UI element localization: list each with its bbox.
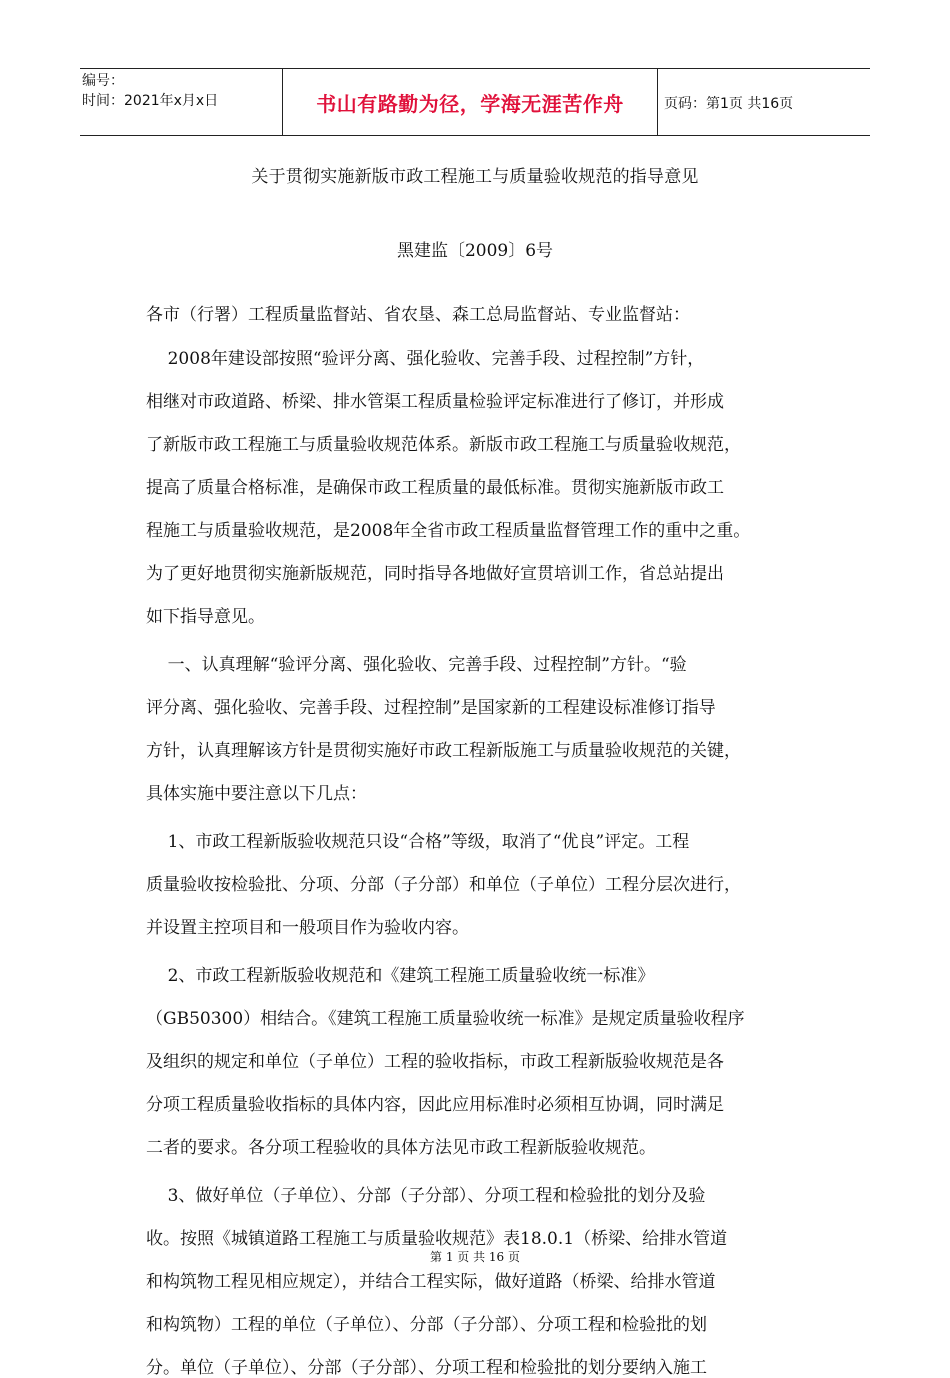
body-line: 评分离、强化验收、完善手段、过程控制”是国家新的工程建设标准修订指导 bbox=[146, 698, 716, 718]
body-line: 提高了质量合格标准，是确保市政工程质量的最低标准。贯彻实施新版市政工 bbox=[146, 478, 724, 498]
body-line: 质量验收按检验批、分项、分部（子分部）和单位（子单位）工程分层次进行， bbox=[146, 875, 741, 895]
document-title: 关于贯彻实施新版市政工程施工与质量验收规范的指导意见 bbox=[251, 167, 699, 187]
body-line: 二者的要求。各分项工程验收的具体方法见市政工程新版验收规范。 bbox=[146, 1138, 656, 1158]
body-line: 和构筑物工程见相应规定），并结合工程实际，做好道路（桥梁、给排水管道 bbox=[146, 1272, 716, 1292]
header-page-info: 页码：第1页 共16页 bbox=[664, 96, 794, 112]
body-line: 相继对市政道路、桥梁、排水管渠工程质量检验评定标准进行了修订，并形成 bbox=[146, 392, 724, 412]
page-footer: 第 1 页 共 16 页 bbox=[430, 1250, 520, 1264]
body-line: 各市（行署）工程质量监督站、省农垦、森工总局监督站、专业监督站： bbox=[146, 305, 690, 325]
body-line: 如下指导意见。 bbox=[146, 607, 265, 627]
body-line: 及组织的规定和单位（子单位）工程的验收指标，市政工程新版验收规范是各 bbox=[146, 1052, 724, 1072]
body-line: 为了更好地贯彻实施新版规范，同时指导各地做好宣贯培训工作，省总站提出 bbox=[146, 564, 724, 584]
header-meta bbox=[82, 71, 280, 111]
body-line: 2、市政工程新版验收规范和《建筑工程施工质量验收统一标准》 bbox=[146, 966, 655, 986]
body-line: 3、做好单位（子单位）、分部（子分部）、分项工程和检验批的划分及验 bbox=[146, 1186, 706, 1206]
time-label: 时间：2021年x月x日 bbox=[82, 93, 219, 109]
body-line: 了新版市政工程施工与质量验收规范体系。新版市政工程施工与质量验收规范， bbox=[146, 435, 741, 455]
body-line: 收。按照《城镇道路工程施工与质量验收规范》表18.0.1（桥梁、给排水管道 bbox=[146, 1229, 728, 1249]
body-line: 分项工程质量验收指标的具体内容，因此应用标准时必须相互协调，同时满足 bbox=[146, 1095, 724, 1115]
document-number: 黑建监〔2009〕6号 bbox=[396, 241, 554, 261]
body-line: 具体实施中要注意以下几点： bbox=[146, 784, 367, 804]
body-line: （GB50300）相结合。《建筑工程施工质量验收统一标准》是规定质量验收程序 bbox=[146, 1009, 745, 1029]
body-line: 和构筑物）工程的单位（子单位）、分部（子分部）、分项工程和检验批的划 bbox=[146, 1315, 707, 1335]
page-header bbox=[80, 68, 870, 136]
body-line: 2008年建设部按照“验评分离、强化验收、完善手段、过程控制”方针， bbox=[146, 349, 705, 369]
slogan: 书山有路勤为径，学海无涯苦作舟 bbox=[282, 69, 658, 135]
body-line: 1、市政工程新版验收规范只设“合格”等级，取消了“优良”评定。工程 bbox=[146, 832, 690, 852]
number-label: 编号： bbox=[82, 73, 124, 89]
body-line: 方针，认真理解该方针是贯彻实施好市政工程新版施工与质量验收规范的关键， bbox=[146, 741, 741, 761]
body-line: 分。单位（子单位）、分部（子分部）、分项工程和检验批的划分要纳入施工 bbox=[146, 1358, 707, 1378]
body-line: 程施工与质量验收规范，是2008年全省市政工程质量监督管理工作的重中之重。 bbox=[146, 521, 751, 541]
body-line: 一、认真理解“验评分离、强化验收、完善手段、过程控制”方针。“验 bbox=[146, 655, 687, 675]
body-line: 并设置主控项目和一般项目作为验收内容。 bbox=[146, 918, 469, 938]
